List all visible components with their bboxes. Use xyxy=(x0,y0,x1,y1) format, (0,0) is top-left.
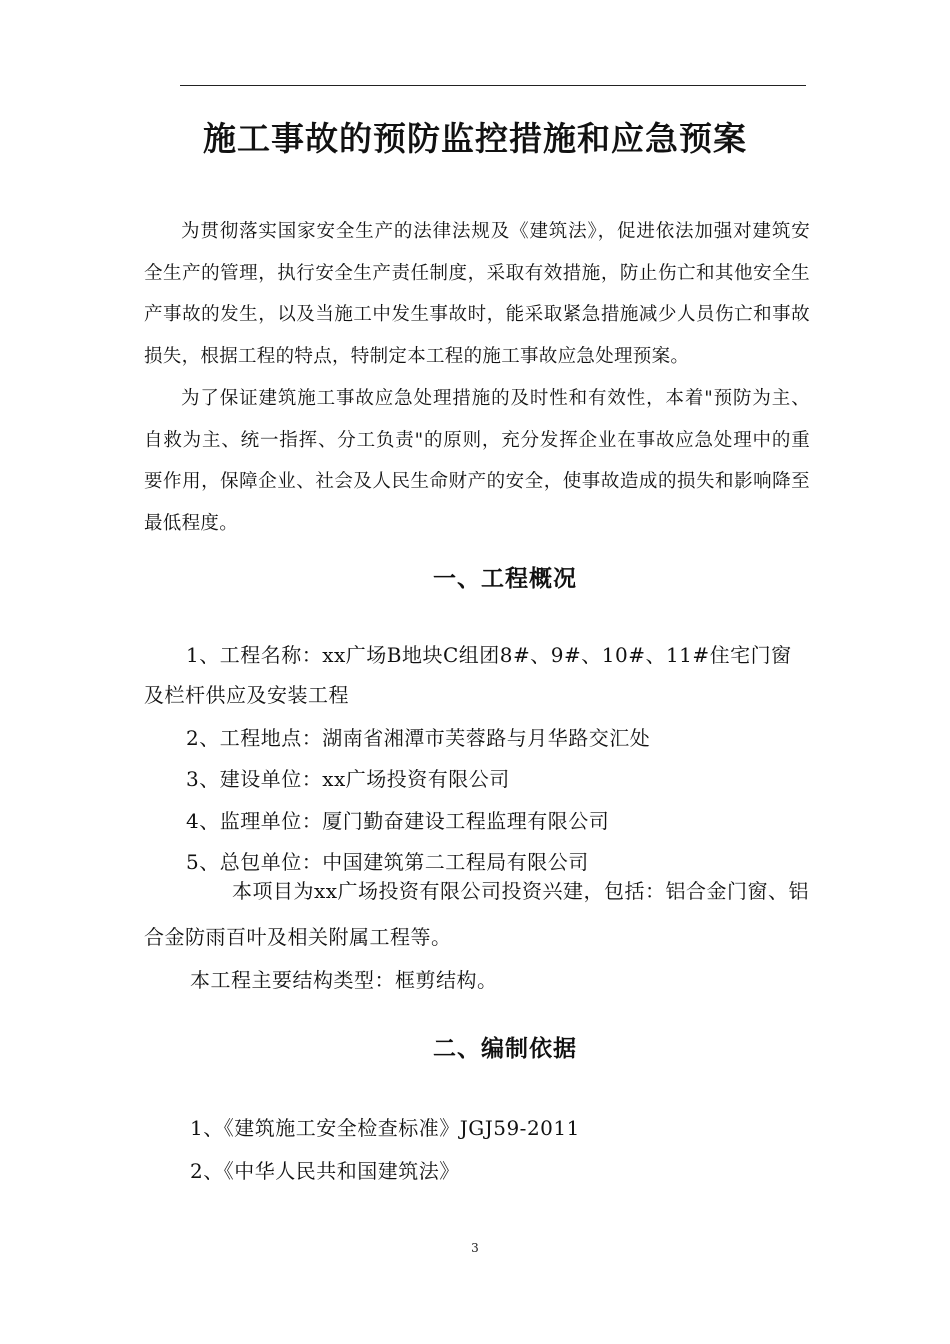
overview-item-location: 2、工程地点：湖南省湘潭市芙蓉路与月华路交汇处 xyxy=(186,726,651,750)
basis-item-2: 2、《中华人民共和国建筑法》 xyxy=(190,1159,460,1183)
document-title: 施工事故的预防监控措施和应急预案 xyxy=(203,119,747,158)
section-heading-basis: 二、编制依据 xyxy=(433,1036,577,1062)
overview-structure-type: 本工程主要结构类型：框剪结构。 xyxy=(190,968,498,992)
basis-item-1: 1、《建筑施工安全检查标准》JGJ59-2011 xyxy=(190,1116,580,1140)
intro-paragraph-1: 为贯彻落实国家安全生产的法律法规及《建筑法》，促进依法加强对建筑安全生产的管理，执行安全生产责任制度，采取有效措施，防止伤亡和其他安全生产事故的发生，以及当施工中发生事故时，能采取紧急措施减少人员伤亡和事故损失，根据工程的特点，特制定本工程的施工事故应急处理预案。 xyxy=(144,221,810,367)
intro-paragraph-2: 为了保证建筑施工事故应急处理措施的及时性和有效性，本着"预防为主、自救为主、统一指挥、分工负责"的原则，充分发挥企业在事故应急处理中的重要作用，保障企业、社会及人民生命财产的安全，使事故造成的损失和影响降至最低程度。 xyxy=(144,388,810,534)
overview-item-supervisor: 4、监理单位：厦门勤奋建设工程监理有限公司 xyxy=(186,809,610,833)
overview-item-contractor: 5、总包单位：中国建筑第二工程局有限公司 xyxy=(186,850,589,874)
overview-item-project-name: 1、工程名称：xx广场B地块C组团8#、9#、10#、11#住宅门窗及栏杆供应及安装工程 xyxy=(144,643,792,707)
overview-description: 本项目为xx广场投资有限公司投资兴建，包括：铝合金门窗、铝合金防雨百叶及相关附属工程等。 xyxy=(144,879,810,949)
section-heading-overview: 一、工程概况 xyxy=(433,566,577,592)
overview-item-owner: 3、建设单位：xx广场投资有限公司 xyxy=(186,767,510,791)
page-number: 3 xyxy=(471,1241,479,1255)
header-rule xyxy=(180,85,806,86)
